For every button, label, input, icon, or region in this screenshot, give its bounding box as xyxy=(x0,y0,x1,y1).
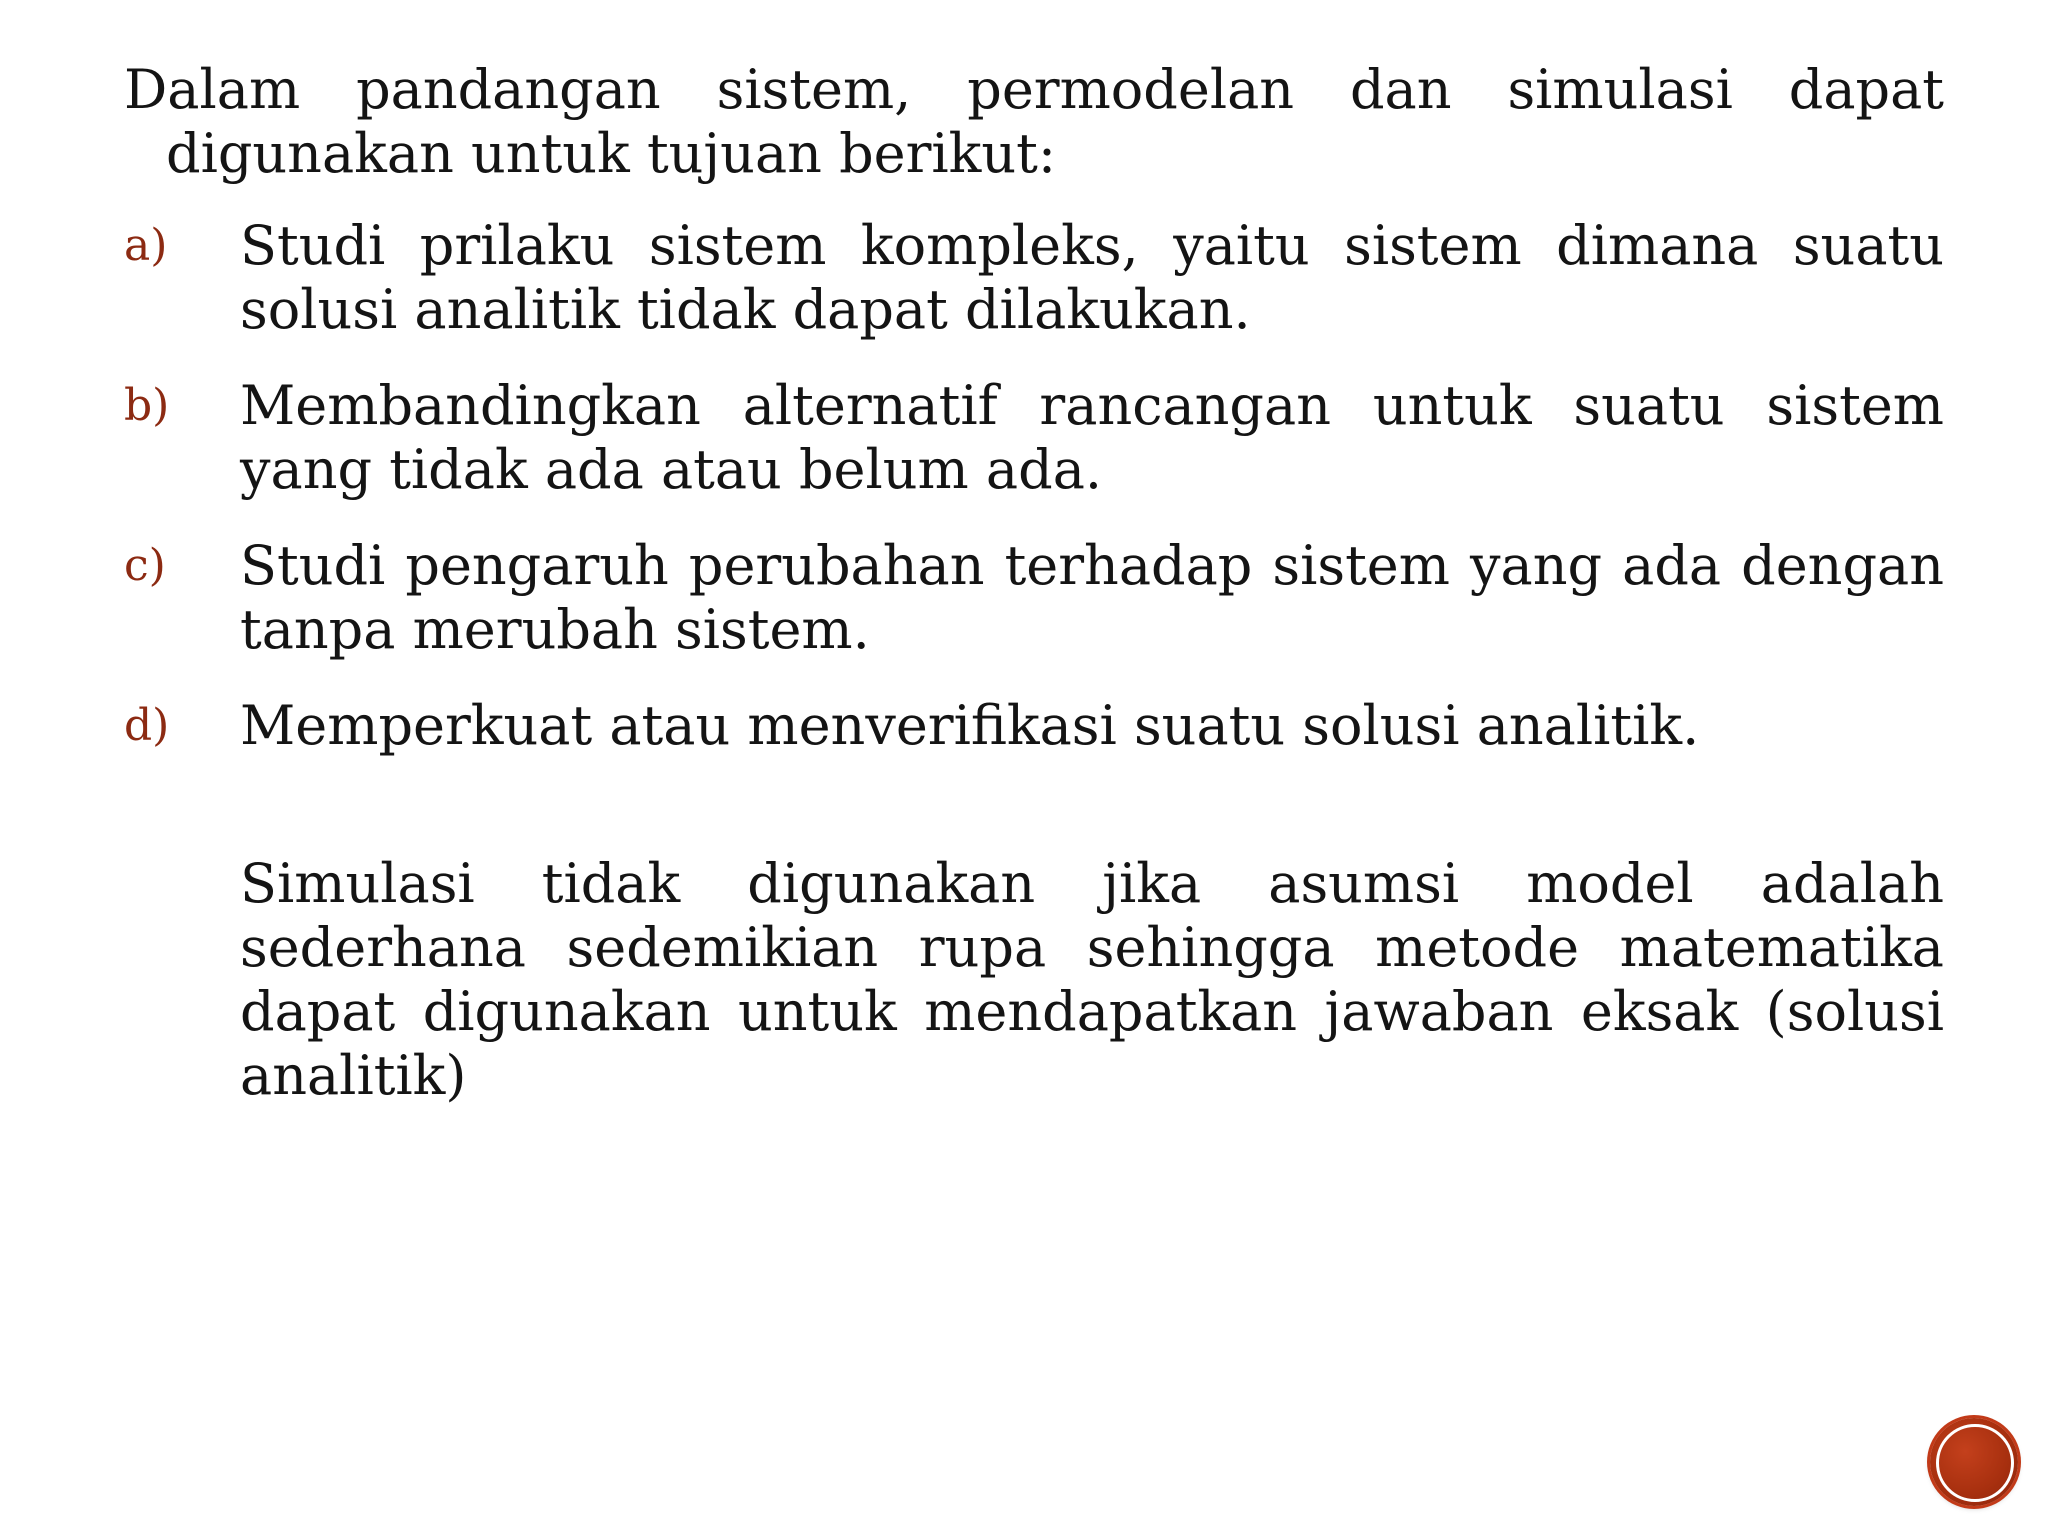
list-marker: d) xyxy=(124,700,170,751)
list-item-text: Studi prilaku sistem kompleks, yaitu sistem dimana suatu solusi analitik tidak dapat dilakukan. xyxy=(240,214,1944,341)
list-marker: a) xyxy=(124,220,168,271)
list-item-text: Membandingkan alternatif rancangan untuk suatu sistem yang tidak ada atau belum ada. xyxy=(240,374,1944,501)
intro-paragraph: Dalam pandangan sistem, permodelan dan simulasi dapat digunakan untuk tujuan berikut: xyxy=(124,58,1944,185)
list-marker: b) xyxy=(124,380,170,431)
list-item xyxy=(124,534,1944,662)
list-marker: c) xyxy=(124,540,166,591)
list-item xyxy=(124,374,1944,502)
list-item-text: Memperkuat atau menverifikasi suatu solusi analitik. xyxy=(240,694,1700,757)
purpose-list xyxy=(124,214,1944,790)
list-item-text: Studi pengaruh perubahan terhadap sistem yang ada dengan tanpa merubah sistem. xyxy=(240,534,1944,661)
list-item xyxy=(124,694,1944,758)
list-item xyxy=(124,214,1944,342)
note-paragraph: Simulasi tidak digunakan jika asumsi model adalah sederhana sedemikian rupa sehingga metode matematika dapat digunakan untuk mendapatkan jawaban eksak (solusi analitik) xyxy=(240,852,1944,1107)
circle-button-icon[interactable] xyxy=(1930,1418,2018,1506)
